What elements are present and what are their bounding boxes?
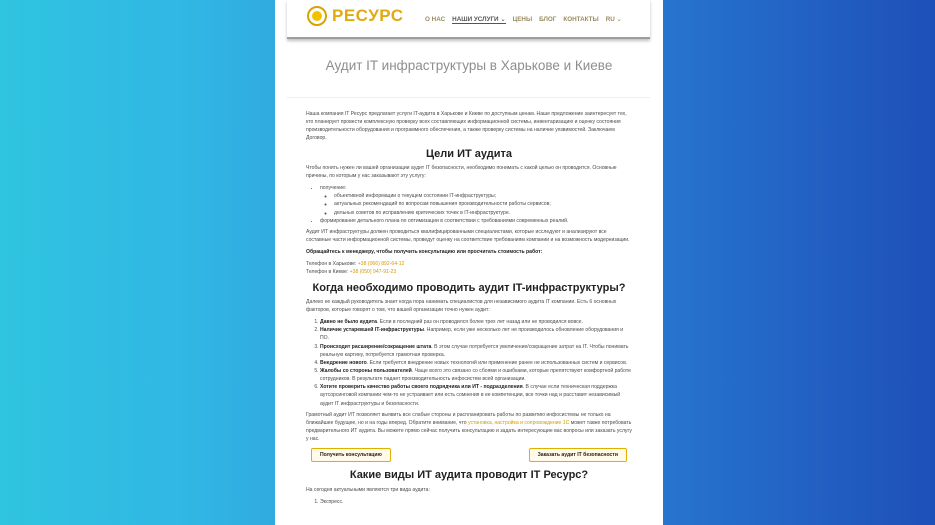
kinds-lead: На сегодня актуальными являются три вида аудита: <box>306 486 430 493</box>
intro-text: Наша компания IT Ресурс предлагает услуги IT-аудита в Харькове и Киеве по доступным ценам. Наше предложение заинтересует тех, кто планирует провести комплексную проверку всех составляющих информационной системы, инвентаризацию и оценку состояния производительности оборудования и программного обеспечения, а также проверку системы на наличие уязвимостей. Заключаем Договор. <box>306 111 627 142</box>
list-item: ◦ актуальных рекомендаций по вопросам повышения производительности работы сервисов; <box>334 200 632 208</box>
when-closing: Грамотный аудит ИТ позволяет выявить все слабые стороны и распланировать работы по развитию инфосистемы не только на ближайшее будущее, но и на годы вперед. Обратите внимание, что установка, настройка и сопровождение 1С может также потребовать предварительного ИТ аудита. Вы можете прямо сейчас получить консультацию и задать интересующие вас вопросы или заказать услугу у нас. <box>306 411 632 443</box>
contact-lead: Обращайтесь к менеджеру, чтобы получить консультацию или просчитать стоимость работ: <box>306 249 543 256</box>
list-item: ◦ объективной информации о текущем состоянии IT-инфраструктуры; <box>334 192 632 200</box>
article <box>306 110 632 509</box>
list-item: 6. Хотите проверить качество работы своего подрядчика или ИТ - подразделения. В случае если техническая поддержка аутсорсинговой компании чем-то не устраивает или есть сомнения в ее компетенции, все точки над и расставит независимый аудит IT инфраструктуры и безопасности. <box>320 383 632 407</box>
goals-para: Аудит ИТ инфраструктуры должен проводиться квалифицированными специалистами, которые исследуют и анализируют все составные части информационной системы, проведут оценку на соответствие требованиям компании и на возможность модернизации. <box>306 228 630 243</box>
1c-service-link[interactable]: установка, настройка и сопровождение 1С <box>467 419 570 426</box>
list-item: 5. Жалобы со стороны пользователей. Чаще всего это связано со сбоями и ошибками, которые препятствуют комфортной работе сотрудников. В результате падает производительность инфосистем всей организации. <box>320 367 632 383</box>
nav-language[interactable]: RU ⌄ <box>605 16 622 23</box>
list-item: 1. Экспресс. <box>320 498 632 506</box>
nav-about[interactable]: О НАС <box>425 16 446 23</box>
list-item: 2. Наличие устаревшей IT-инфраструктуры. Например, если уже несколько лет не производилось обновление оборудования и ПО. <box>320 326 632 342</box>
goals-lead: Чтобы понять нужен ли вашей организации аудит IT безопасности, необходимо понимать с какой целью он проводится. Основные причины, по которым у нас заказывают эту услугу: <box>306 164 617 179</box>
nav-blog[interactable]: БЛОГ <box>539 16 557 23</box>
kinds-heading: Какие виды ИТ аудита проводит IT Ресурс? <box>349 469 589 482</box>
logo-text: РЕСУРС <box>332 6 404 25</box>
when-lead: Далеко не каждый руководитель знает когда пора нанимать специалистов для независимого аудита IT компании. Есть 6 основных факторов, которые говорят о том, что вашей организации точно нужен аудит: <box>306 298 617 313</box>
list-item: ◦ дельных советов по исправлению критических точек в IT-инфраструктуре. <box>334 209 632 217</box>
kinds-list <box>306 498 632 506</box>
logo[interactable] <box>307 6 404 26</box>
phone-kharkiv-link[interactable]: +38 (066) 892-64-12 <box>357 261 405 268</box>
divider <box>287 97 650 98</box>
main-nav <box>425 16 622 24</box>
get-consultation-button[interactable]: Получить консультацию <box>311 448 391 462</box>
logo-icon <box>307 6 327 26</box>
list-item: 1. Давно не было аудита. Если в последний раз он проводился более трех лет назад или не проводился вовсе. <box>320 318 632 326</box>
when-heading: Когда необходимо проводить аудит IT-инфраструктуры? <box>312 281 626 294</box>
page-title: Аудит IT инфраструктуры в Харькове и Киеве <box>325 58 613 73</box>
list-item: • получение: ◦ объективной информации о текущем состоянии IT-инфраструктуры; ◦ актуальных рекомендаций по вопросам повышения производительности работы сервисов; ◦ дельных советов по исправлению критических точек в IT-инфраструктуре. <box>320 184 632 217</box>
list-item: • формирование детального плана по оптимизации в соответствии с требованиями современных реалий. <box>320 217 632 225</box>
list-item: 4. Внедрение нового. Если требуется внедрение новых технологий или применение ранее не использованных систем и сервисов. <box>320 359 632 367</box>
nav-services[interactable]: НАШИ УСЛУГИ ⌄ <box>452 16 506 23</box>
nav-prices[interactable]: ЦЕНЫ <box>512 16 533 23</box>
cta-row <box>306 448 632 462</box>
when-list <box>306 318 632 408</box>
page-container <box>275 0 663 525</box>
goals-heading: Цели ИТ аудита <box>426 147 512 160</box>
phone-kyiv-link[interactable]: +38 (050) 947-91-23 <box>349 269 397 276</box>
goals-list <box>306 184 632 225</box>
nav-contacts[interactable]: КОНТАКТЫ <box>563 16 599 23</box>
site-header <box>287 0 650 39</box>
order-audit-button[interactable]: Заказать аудит IT безопасности <box>529 448 627 462</box>
phones: Телефон в Харькове: +38 (066) 892-64-12 Телефон в Киеве: +38 (050) 947-91-23 <box>306 261 405 276</box>
list-item: 3. Происходит расширение/сокращение штата. В этом случае потребуется увеличение/сокращение затрат на IT. Чтобы понимать реальную картину, потребуется грамотная проверка. <box>320 343 632 359</box>
